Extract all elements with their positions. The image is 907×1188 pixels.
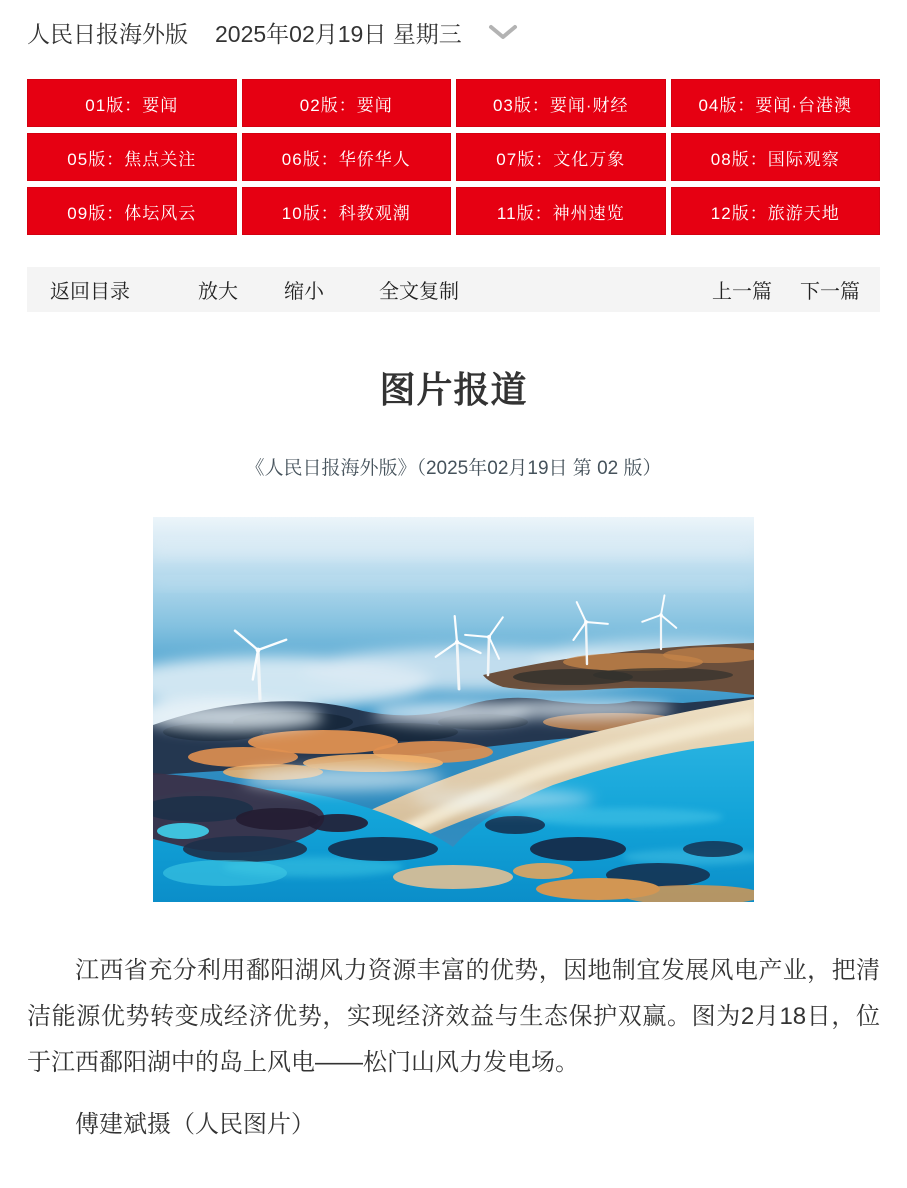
nav-item-09[interactable]: [27, 187, 237, 235]
nav-item-label: 01版：要闻: [85, 95, 179, 115]
zoom-out-button[interactable]: 缩小: [284, 281, 324, 303]
nav-item-10[interactable]: [242, 187, 452, 235]
nav-item-label: 08版：国际观察: [710, 149, 840, 169]
next-article-button[interactable]: 下一篇: [800, 281, 860, 303]
article-body-paragraph: 江西省充分利用鄱阳湖风力资源丰富的优势，因地制宜发展风电产业，把清洁能源优势转变成经济优势，实现经济效益与生态保护双赢。图为2月18日，位于江西鄱阳湖中的岛上风电——松门山风力发电场。: [27, 957, 880, 1076]
prev-article-button[interactable]: 上一篇: [712, 281, 772, 303]
paper-brand: 人民日报海外版: [27, 21, 188, 47]
nav-item-label: 06版：华侨华人: [281, 149, 411, 169]
nav-item-label: 09版：体坛风云: [67, 203, 197, 223]
nav-item-label: 03版：要闻·财经: [492, 95, 629, 115]
nav-item-04[interactable]: [671, 79, 881, 127]
article-title: 图片报道: [379, 369, 528, 410]
nav-item-label: 04版：要闻·台港澳: [698, 95, 853, 115]
nav-item-08[interactable]: [671, 133, 881, 181]
nav-item-01[interactable]: [27, 79, 237, 127]
zoom-in-button[interactable]: 放大: [198, 281, 238, 303]
nav-item-06[interactable]: [242, 133, 452, 181]
nav-item-label: 12版：旅游天地: [710, 203, 840, 223]
toolbar-left-group: [50, 275, 459, 304]
nav-item-label: 11版：神州速览: [496, 203, 625, 223]
nav-item-label: 05版：焦点关注: [67, 149, 197, 169]
article-toolbar: [27, 267, 880, 312]
nav-item-03[interactable]: [456, 79, 666, 127]
article-photo: [153, 517, 754, 902]
copy-all-button[interactable]: 全文复制: [379, 281, 459, 303]
issue-date: 2025年02月19日 星期三: [215, 21, 462, 47]
toolbar-right-group: [684, 275, 860, 304]
photo-credit: 傅建斌摄（人民图片）: [75, 1111, 315, 1138]
nav-item-02[interactable]: [242, 79, 452, 127]
article-source-line: 《人民日报海外版》（2025年02月19日 第 02 版）: [245, 458, 662, 479]
nav-item-label: 07版：文化万象: [496, 149, 626, 169]
back-to-contents-button[interactable]: 返回目录: [50, 281, 130, 303]
page-nav-grid: [27, 79, 880, 235]
masthead: [0, 0, 907, 49]
nav-item-05[interactable]: [27, 133, 237, 181]
nav-item-11[interactable]: [456, 187, 666, 235]
nav-item-12[interactable]: [671, 187, 881, 235]
chevron-down-icon[interactable]: [488, 24, 518, 41]
nav-item-label: 10版：科教观潮: [281, 203, 411, 223]
nav-item-07[interactable]: [456, 133, 666, 181]
nav-item-label: 02版：要闻: [299, 95, 393, 115]
